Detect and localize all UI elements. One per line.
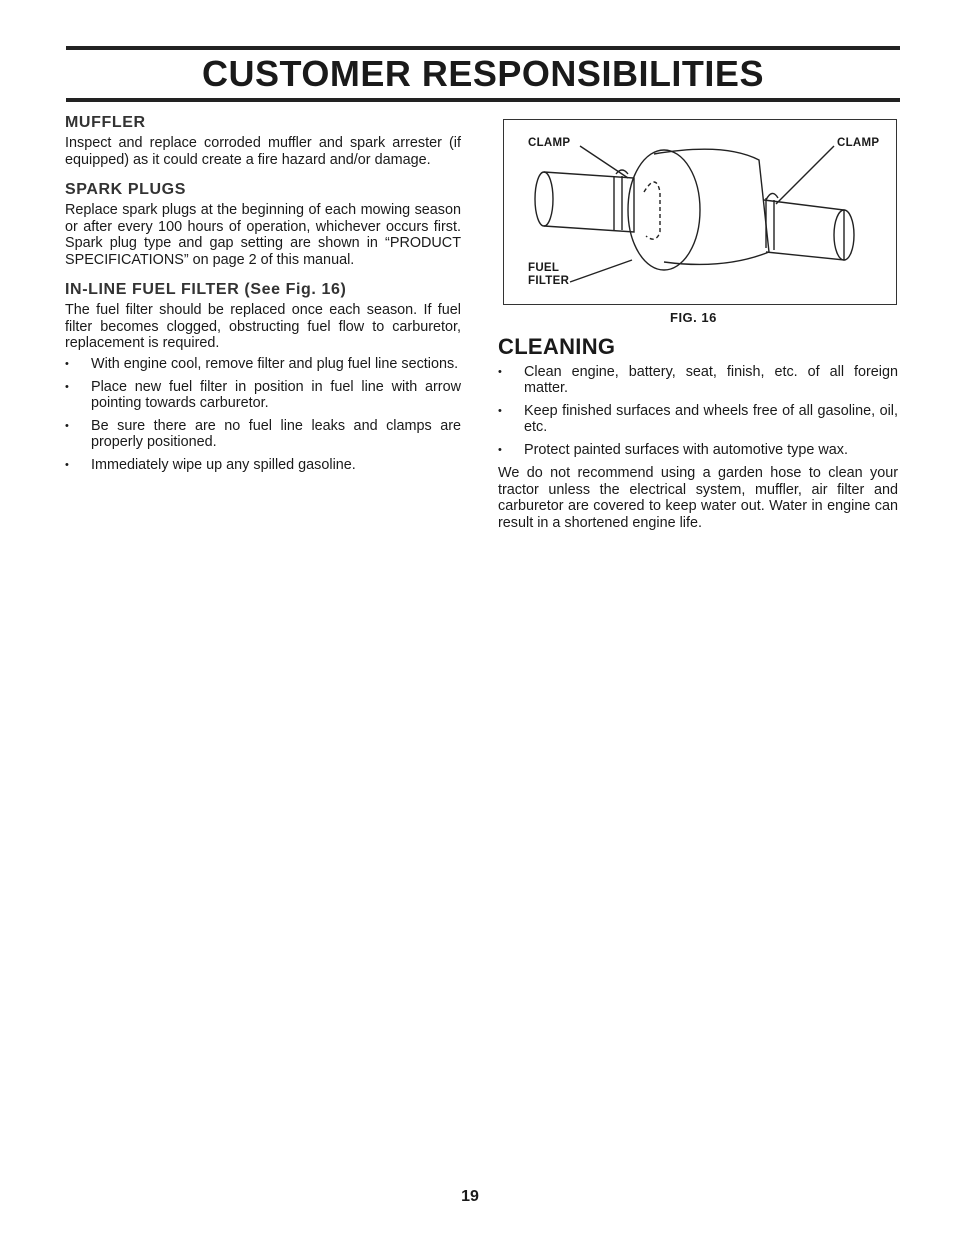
muffler-section [65,113,461,168]
page-title: CUSTOMER RESPONSIBILITIES [202,53,764,94]
cleaning-heading: CLEANING [498,334,616,359]
clamp-label-right: CLAMP [837,137,880,149]
fuel-filter-section [65,280,461,473]
fuel-label: FUEL [528,262,560,274]
bullet-icon: • [498,366,502,378]
filter-label: FILTER [528,275,570,287]
bullet-icon: • [65,357,69,370]
bullet-icon: • [498,405,502,417]
spark-plugs-section [65,180,461,268]
figure-caption: FIG. 16 [670,310,717,325]
bullet-icon: • [65,419,69,432]
muffler-text: Inspect and replace corroded muffler and spark arrester (if equipped) as it could create a fire hazard and/or damage. [65,135,461,168]
fuel-filter-heading: IN-LINE FUEL FILTER (See Fig. 16) [65,281,347,298]
list-item: • Keep finished surfaces and wheels free of all gasoline, oil, etc. [498,403,898,435]
fuel-filter-text: The fuel filter should be replaced once each season. If fuel filter becomes clogged, obstructing fuel flow to carburetor, replacement is required. [65,302,461,351]
spark-plugs-text: Replace spark plugs at the beginning of each mowing season or after every 100 hours of operation, whichever occurs first. Spark plug type and gap setting are shown in “PRODUCT SPECIFICATIONS” on page 2 of this manual. [65,202,461,268]
page-number: 19 [461,1188,479,1205]
cleaning-text: We do not recommend using a garden hose to clean your tractor unless the electrical system, muffler, air filter and carburetor are covered to keep water out. Water in engine can result in a shortened engine life. [498,465,898,531]
fuel-filter-steps [65,356,461,473]
list-item: • Place new fuel filter in position in fuel line with arrow pointing towards carburetor. [65,378,461,411]
list-item: • With engine cool, remove filter and plug fuel line sections. [65,355,459,372]
title-bottom-rule [66,98,900,102]
spark-plugs-heading: SPARK PLUGS [65,181,186,198]
cleaning-section [498,334,898,531]
cleaning-list [498,364,898,458]
right-column [498,334,898,531]
bullet-icon: • [498,444,502,456]
bullet-icon: • [65,380,69,393]
list-item: • Immediately wipe up any spilled gasoline. [65,456,356,473]
muffler-heading: MUFFLER [65,114,146,131]
left-column [65,113,461,480]
list-item: • Be sure there are no fuel line leaks and clamps are properly positioned. [65,417,461,450]
title-top-rule [66,46,900,50]
bullet-icon: • [65,458,69,471]
list-item: • Protect painted surfaces with automotive type wax. [498,442,848,458]
fuel-filter-figure [503,119,897,305]
clamp-label-left: CLAMP [528,137,571,149]
list-item: • Clean engine, battery, seat, finish, etc. of all foreign matter. [498,364,898,396]
